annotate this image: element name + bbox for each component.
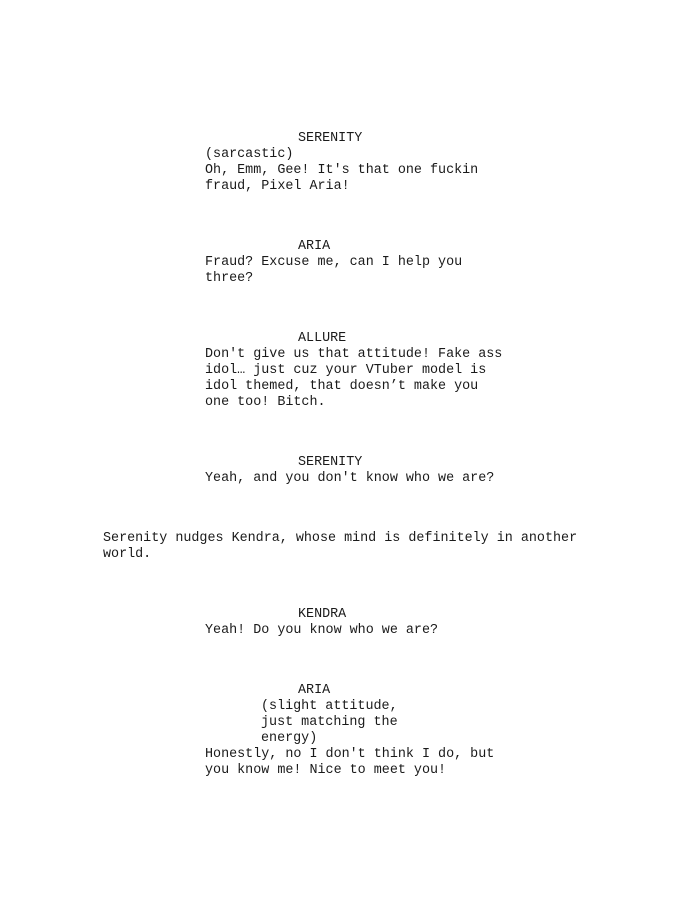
dialogue-line: Honestly, no I don't think I do, but [205, 747, 495, 762]
dialogue-line: Oh, Emm, Gee! It's that one fuckin [205, 163, 479, 178]
parenthetical: (sarcastic) [205, 147, 294, 162]
dialogue-line: you know me! Nice to meet you! [205, 763, 447, 778]
character-name: SERENITY [298, 131, 363, 146]
character-name: ARIA [298, 239, 331, 254]
dialogue-line: fraud, Pixel Aria! [205, 179, 350, 194]
dialogue-line: Yeah, and you don't know who we are? [205, 471, 495, 486]
action-line: world. [103, 547, 152, 562]
dialogue-line: idol… just cuz your VTuber model is [205, 363, 487, 378]
character-name: SERENITY [298, 455, 363, 470]
parenthetical: just matching the [261, 715, 398, 730]
action-line: Serenity nudges Kendra, whose mind is definitely in another [103, 531, 578, 546]
dialogue-line: three? [205, 271, 254, 286]
dialogue-line: Don't give us that attitude! Fake ass [205, 347, 503, 362]
dialogue-line: idol themed, that doesn’t make you [205, 379, 479, 394]
character-name: ALLURE [298, 331, 347, 346]
character-name: KENDRA [298, 607, 347, 622]
parenthetical: (slight attitude, [261, 699, 398, 714]
dialogue-line: Yeah! Do you know who we are? [205, 623, 439, 638]
character-name: ARIA [298, 683, 331, 698]
dialogue-line: Fraud? Excuse me, can I help you [205, 255, 463, 270]
parenthetical: energy) [261, 731, 318, 746]
dialogue-line: one too! Bitch. [205, 395, 326, 410]
